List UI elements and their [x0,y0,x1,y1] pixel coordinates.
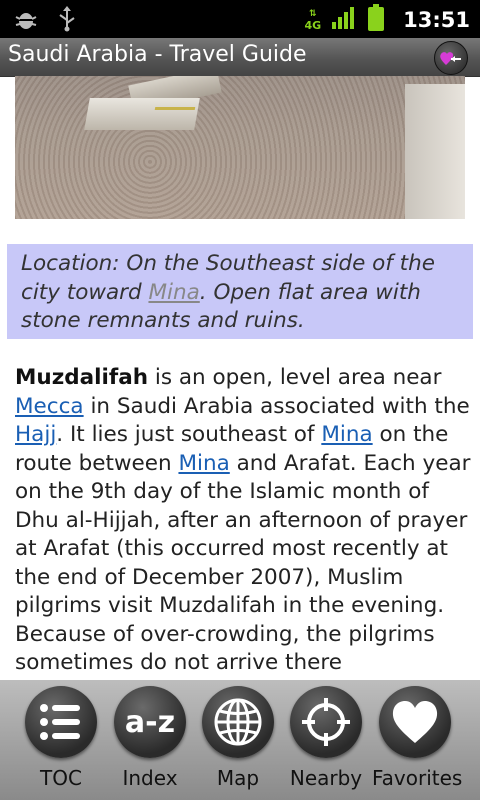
status-left [14,6,78,36]
location-box [7,244,473,339]
toc-label: TOC [40,766,82,790]
location-link-mina[interactable]: Mina [148,279,200,305]
status-right [304,4,470,36]
map-button[interactable] [195,686,281,798]
app-title-bar [0,38,480,77]
signal-icon [331,6,357,34]
nearby-button[interactable] [283,686,369,798]
map-label: Map [216,766,260,790]
article-term: Muzdalifah [15,365,149,390]
link-mina[interactable]: Mina [321,422,373,447]
nearby-label: Nearby [289,766,363,790]
toc-button-circle [25,686,97,758]
link-mecca[interactable]: Mecca [15,393,84,419]
favorites-label: Favorites [372,766,463,790]
link-mina-2[interactable]: Mina [178,450,230,476]
debug-icon [14,7,38,35]
nearby-button-circle [290,686,362,758]
usb-icon [56,6,78,36]
a-z-icon: a-z [124,704,176,740]
favorites-button-circle [379,686,451,758]
status-bar [0,0,480,38]
location-photo [15,76,465,219]
add-favorite-button[interactable] [434,41,468,75]
favorites-button[interactable] [372,686,463,798]
index-label: Index [122,766,178,790]
article-text-segment: on the route between [15,422,449,476]
heart-icon [390,699,440,745]
article-text-segment: . It lies just southeast of [56,422,322,447]
globe-icon [212,696,264,748]
battery-icon [367,4,385,36]
index-button[interactable] [107,686,193,798]
bottom-toolbar [0,680,480,800]
clock: 13:51 [403,8,470,32]
crosshair-icon [300,696,352,748]
heart-arrow-icon [439,48,463,68]
link-hajj[interactable]: Hajj [15,422,57,447]
toc-button[interactable] [18,686,104,798]
network-type-label: 4G [304,19,322,32]
article-text-segment: is an open, level area near [148,365,442,390]
map-button-circle [202,686,274,758]
article-content[interactable] [0,76,480,680]
app-title: Saudi Arabia - Travel Guide [8,42,307,67]
index-button-circle [114,686,186,758]
article-text-segment: in Saudi Arabia associated with the [83,393,470,419]
article-text-segment: and Arafat. Each year on the 9th day of the Islamic month of Dhu al-Hijjah, after an afternoon of prayer at Arafat (this occurred most recently at the end of December 2007), Muslim pilgrims visit Muzdalifah in the evening. Because of over-crowding, the pilgrims sometimes do not arrive there [15,450,471,675]
network-4g-icon: ⇅ 4G [304,9,322,32]
list-icon [39,702,83,742]
location-text-suffix: . Open flat area with stone remnants and ruins. [21,279,421,333]
location-text-prefix: Location: On the Southeast side of the city toward [21,251,435,305]
article-text [15,364,473,678]
